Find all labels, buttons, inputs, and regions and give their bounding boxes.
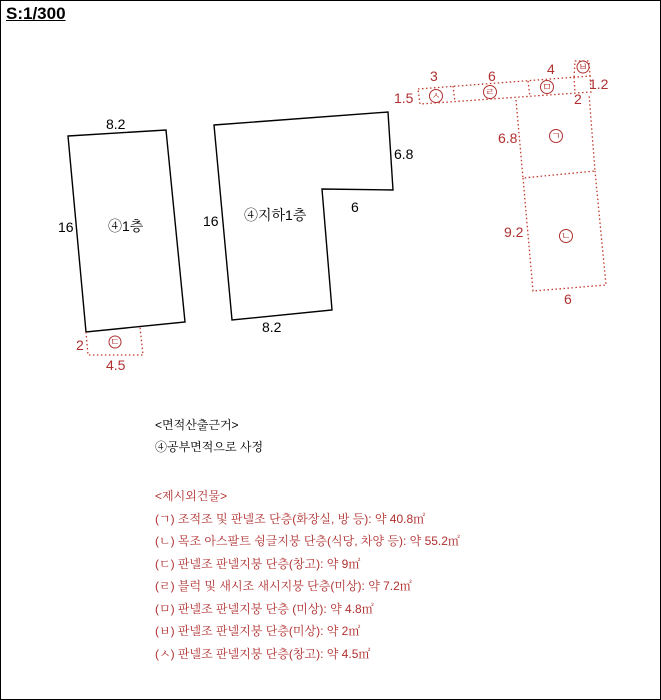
dim-b1-left: 16 xyxy=(203,213,219,229)
outbuilding-legend xyxy=(155,485,460,665)
legend-item: (ㄷ) 판넬조 판넬지붕 단층(창고): 약 9㎡ xyxy=(155,556,361,571)
dim-r-width: 6 xyxy=(488,68,496,84)
annex-g-symbol: ㄱ xyxy=(551,131,561,143)
dim-g-height: 6.8 xyxy=(498,130,518,146)
legend-item: (ㅅ) 판넬조 판넬지붕 단층(창고): 약 4.5㎡ xyxy=(155,646,371,661)
annex-n-symbol: ㄴ xyxy=(561,231,571,243)
dim-1f-left: 16 xyxy=(58,219,74,235)
dim-b-width: 1.2 xyxy=(589,76,609,92)
legend-item: (ㅂ) 판넬조 판넬지붕 단층(미상): 약 2㎡ xyxy=(155,624,361,638)
dim-s-depth: 1.5 xyxy=(394,90,414,106)
dim-n-width: 6 xyxy=(564,291,572,307)
dim-n-height: 9.2 xyxy=(504,224,524,240)
legend-item: (ㄹ) 블럭 및 새시조 새시지붕 단층(미상): 약 7.2㎡ xyxy=(155,579,412,593)
legend-item: (ㄱ) 조적조 및 판넬조 단층(화장실, 방 등): 약 40.8㎡ xyxy=(155,511,426,526)
dim-c-width: 4.5 xyxy=(106,357,126,373)
dim-1f-top: 8.2 xyxy=(106,116,126,132)
dim-c-height: 2 xyxy=(76,337,84,353)
notes-title: <면적산출근거> xyxy=(155,418,239,432)
label-b1: ④지하1층 xyxy=(244,207,307,223)
dim-b1-bottom: 8.2 xyxy=(262,319,282,335)
legend-title: <제시외건물> xyxy=(155,489,227,503)
scale-label: S:1/300 xyxy=(6,4,66,23)
legend-item: (ㄴ) 목조 아스팔트 슁글지붕 단층(식당, 차양 등): 약 55.2㎡ xyxy=(155,534,460,548)
dim-b1-notch: 6 xyxy=(351,199,359,215)
area-basis-notes xyxy=(155,414,263,458)
dim-b-depth: 2 xyxy=(574,91,582,107)
annex-c-symbol: ㄷ xyxy=(110,337,120,349)
legend-item: (ㅁ) 판넬조 판넬지붕 단층 (미상): 약 4.8㎡ xyxy=(155,601,374,616)
annex-s-symbol: ㅅ xyxy=(431,91,441,103)
annex-b-symbol: ㅂ xyxy=(578,62,588,74)
annex-m-symbol: ㅁ xyxy=(542,82,552,94)
dim-s-width: 3 xyxy=(430,68,438,84)
dim-b1-right: 6.8 xyxy=(394,146,414,162)
notes-line: ④공부면적으로 사정 xyxy=(155,440,264,454)
dim-m-width: 4 xyxy=(547,61,555,77)
annex-strip-outline xyxy=(418,76,591,104)
label-1f: ④1층 xyxy=(108,218,144,234)
annex-r-symbol: ㄹ xyxy=(485,87,495,99)
